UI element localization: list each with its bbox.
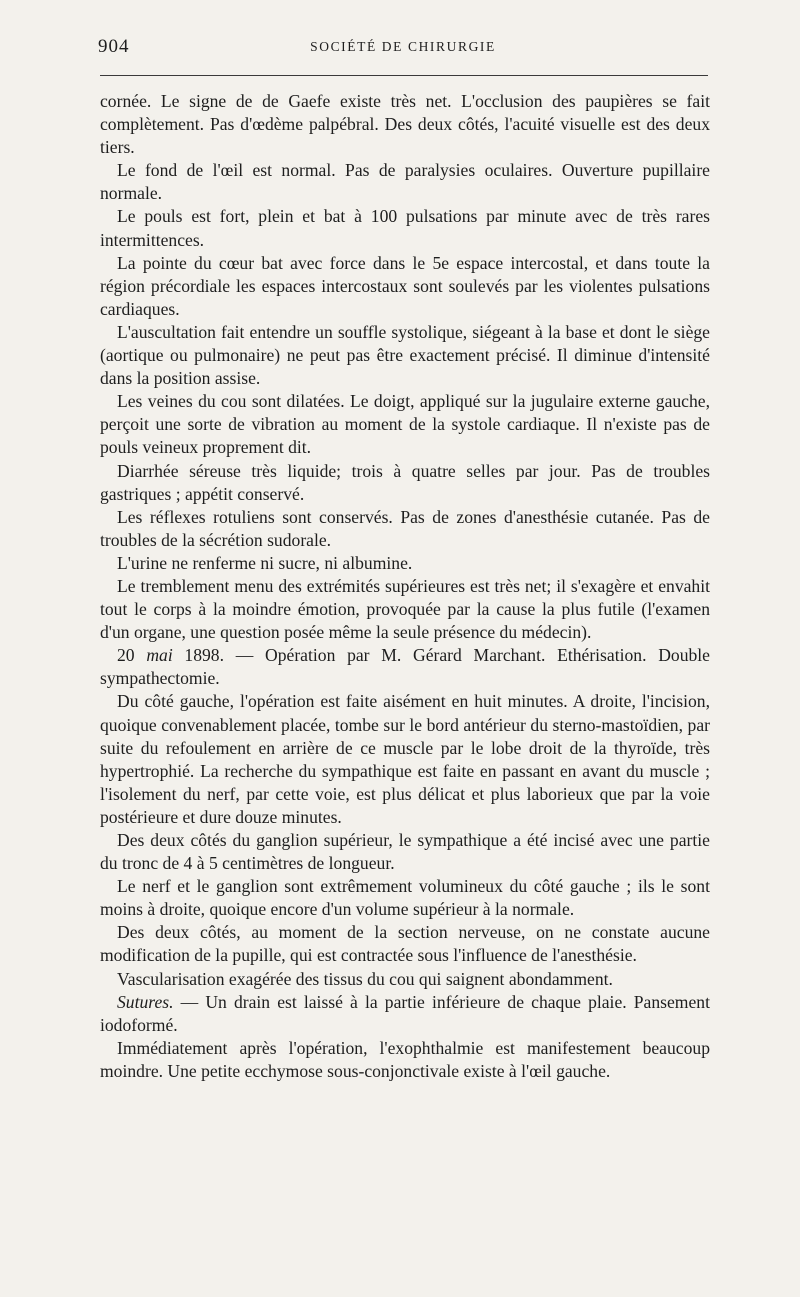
- body-text: [100, 90, 710, 1083]
- paragraph: L'urine ne renferme ni sucre, ni albumine.: [117, 552, 413, 573]
- running-header: [98, 36, 708, 60]
- date-month: mai: [146, 645, 173, 666]
- paragraph-date: [100, 644, 710, 690]
- sutures-label: Sutures.: [117, 991, 174, 1012]
- paragraph: Immédiatement après l'opération, l'exophthalmie est manifestement beaucoup moindre. Une petite ecchymose sous-conjonctivale existe à l'œil gauche.: [100, 1037, 710, 1081]
- paragraph: Diarrhée séreuse très liquide; trois à quatre selles par jour. Pas de troubles gastriques ; appétit conservé.: [100, 460, 710, 504]
- paragraph: Le pouls est fort, plein et bat à 100 pulsations par minute avec de très rares intermittences.: [100, 206, 710, 250]
- paragraph: Vascularisation exagérée des tissus du cou qui saignent abondamment.: [117, 968, 613, 989]
- paragraph: Le nerf et le ganglion sont extrêmement volumineux du côté gauche ; ils le sont moins à droite, quoique encore d'un volume supérieur à la normale.: [100, 876, 710, 920]
- paragraph-sutures: [100, 991, 710, 1037]
- paragraph: Du côté gauche, l'opération est faite aisément en huit minutes. A droite, l'incision, quoique convenablement placée, tombe sur le bord antérieur du sterno-mastoïdien, par suite du refoulement en arrière de ce muscle par le lobe droit de la thyroïde, très hypertrophié. La recherche du sympathique est faite en passant en avant du muscle ; l'isolement du nerf, par cette voie, est plus délicat et plus laborieux que par la voie postérieure et dure douze minutes.: [100, 691, 710, 827]
- header-rule: [100, 75, 708, 76]
- paragraph: Des deux côtés du ganglion supérieur, le sympathique a été incisé avec une partie du tronc de 4 à 5 centimètres de longueur.: [100, 830, 710, 874]
- paragraph: Les réflexes rotuliens sont conservés. Pas de zones d'anesthésie cutanée. Pas de troubles de la sécrétion sudorale.: [100, 506, 710, 550]
- paragraph: Le tremblement menu des extrémités supérieures est très net; il s'exagère et envahit tout le corps à la moindre émotion, provoquée par la cause la plus futile (l'examen d'un organe, une question posée même la seule présence du médecin).: [100, 575, 710, 643]
- paragraph: Les veines du cou sont dilatées. Le doigt, appliqué sur la jugulaire externe gauche, perçoit une sorte de vibration au moment de la systole cardiaque. Il n'existe pas de pouls veineux proprement dit.: [100, 391, 710, 458]
- date-rest: 1898. — Opération par M. Gérard Marchant. Ethérisation. Double sympathectomie.: [100, 645, 710, 689]
- running-title: SOCIÉTÉ DE CHIRURGIE: [310, 39, 496, 54]
- paragraph: Le fond de l'œil est normal. Pas de paralysies oculaires. Ouverture pupillaire normale.: [100, 160, 710, 204]
- paragraph: L'auscultation fait entendre un souffle systolique, siégeant à la base et dont le siège (aortique ou pulmonaire) ne peut pas être exactement précisé. Il diminue d'intensité dans la position assise.: [100, 321, 710, 389]
- page-number: 904: [98, 36, 130, 57]
- paragraph: Des deux côtés, au moment de la section nerveuse, on ne constate aucune modification de la pupille, qui est contractée sous l'influence de l'anesthésie.: [100, 922, 710, 966]
- sutures-text: — Un drain est laissé à la partie inférieure de chaque plaie. Pansement iodoformé.: [100, 991, 710, 1035]
- paragraph: La pointe du cœur bat avec force dans le 5e espace intercostal, et dans toute la région précordiale les espaces intercostaux sont soulevés par les violentes pulsations cardiaques.: [100, 252, 710, 319]
- date-day: 20: [117, 645, 147, 666]
- paragraph: cornée. Le signe de de Gaefe existe très net. L'occlusion des paupières se fait complètement. Pas d'œdème palpébral. Des deux côtés, l'acuité visuelle est des deux tiers.: [100, 91, 710, 158]
